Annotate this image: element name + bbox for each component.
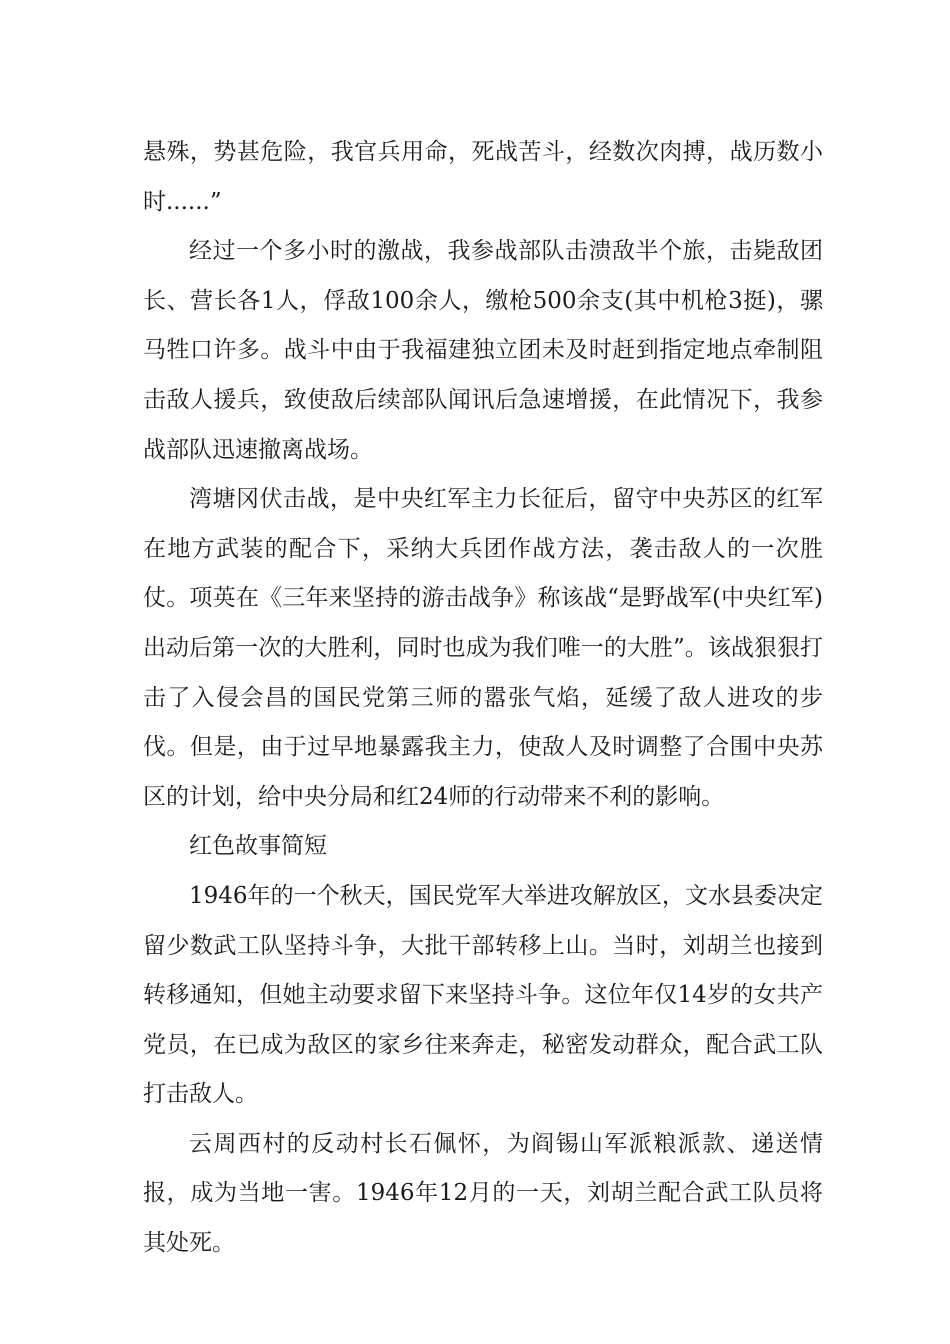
paragraph-battle-significance: 湾塘冈伏击战，是中央红军主力长征后，留守中央苏区的红军在地方武装的配合下，采纳大兵团作战方法，袭击敌人的一次胜仗。项英在《三年来坚持的游击战争》称该战“是野战军(中央红军)出动后第一次的大胜利，同时也成为我们唯一的大胜”。该战狠狠打击了入侵会昌的国民党第三师的嚣张气焰，延缓了敌人进攻的步伐。但是，由于过早地暴露我主力，使敌人及时调整了合围中央苏区的计划，给中央分局和红24师的行动带来不利的影响。 bbox=[143, 486, 823, 810]
document-body bbox=[143, 128, 823, 1269]
paragraph-continuation: 悬殊，势甚危险，我官兵用命，死战苦斗，经数次肉搏，战历数小时......” bbox=[143, 139, 823, 215]
paragraph-story-intro: 1946年的一个秋天，国民党军大举进攻解放区，文水县委决定留少数武工队坚持斗争，大批干部转移上山。当时，刘胡兰也接到转移通知，但她主动要求留下来坚持斗争。这位年仅14岁的女共产党员，在已成为敌区的家乡往来奔走，秘密发动群众，配合武工队打击敌人。 bbox=[143, 882, 823, 1108]
paragraph-story-event: 云周西村的反动村长石佩怀，为阎锡山军派粮派款、递送情报，成为当地一害。1946年12月的一天，刘胡兰配合武工队员将其处死。 bbox=[143, 1130, 823, 1257]
section-heading: 红色故事简短 bbox=[189, 833, 327, 860]
paragraph-battle-result: 经过一个多小时的激战，我参战部队击溃敌半个旅，击毙敌团长、营长各1人，俘敌100余人，缴枪500余支(其中机枪3挺)，骡马牲口许多。战斗中由于我福建独立团未及时赶到指定地点牵制阻击敌人援兵，致使敌后续部队闻讯后急速增援，在此情况下，我参战部队迅速撤离战场。 bbox=[143, 238, 823, 463]
